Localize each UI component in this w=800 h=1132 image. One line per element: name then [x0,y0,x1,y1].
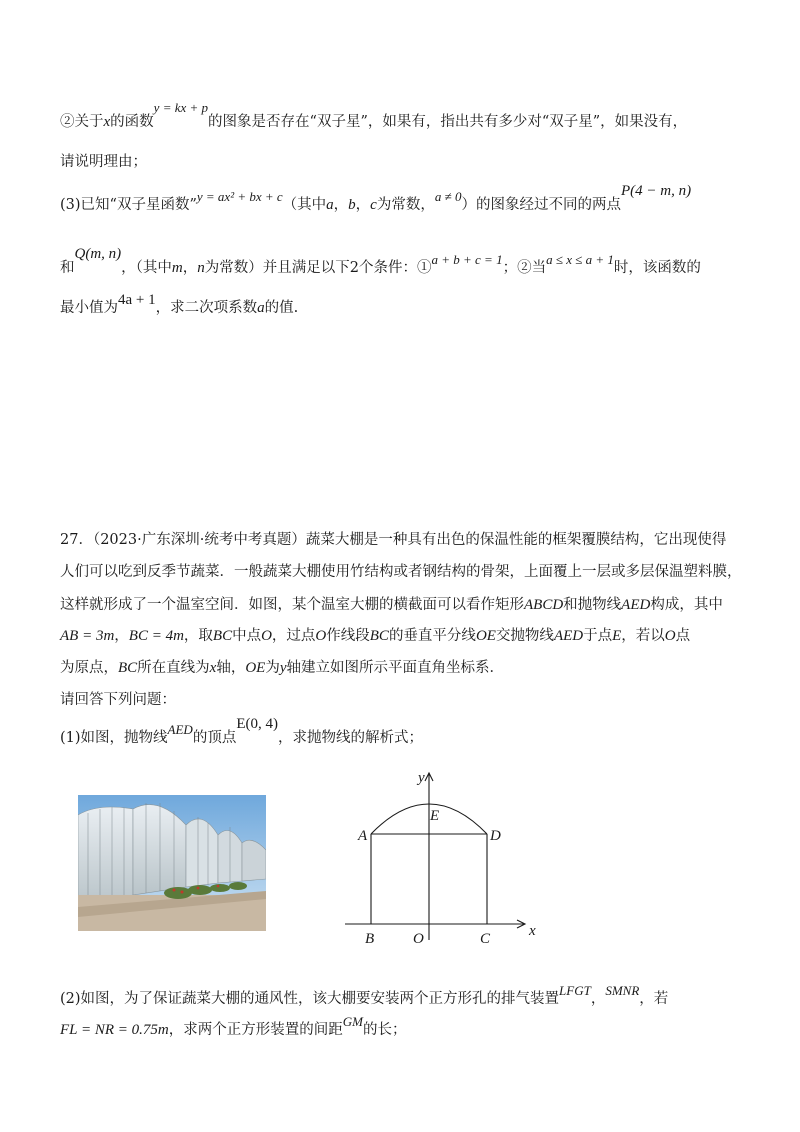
q27-part1 [60,716,423,747]
q27-line3 [60,593,723,614]
math: BC = 4m [128,628,184,644]
math: a [257,300,265,316]
q27-line6: 请回答下列问题： [60,692,176,708]
math: OE [245,660,266,676]
text: ，（其中 [121,260,172,276]
math: E [612,628,622,644]
math: AED [167,722,193,737]
text: 的长； [362,1022,407,1038]
q26-part3-line2 [60,246,701,277]
text: 这样就形成了一个温室空间．如图，某个温室大棚的横截面可以看作矩形 [60,597,524,613]
math: m [171,260,183,276]
text: 作线段 [326,628,370,644]
text: 和抛物线 [563,597,622,613]
greenhouse-illustration [78,795,266,931]
text: ，过点 [271,628,316,644]
label-b: B [365,931,375,947]
text: 于点 [583,628,613,644]
text: 构成，其中 [650,597,723,613]
math: 4a + 1 [118,292,156,308]
greenhouse-photo [78,795,266,931]
label-o: O [413,931,424,947]
text: 点 [675,628,691,644]
math: AED [621,597,651,613]
text: 和 [60,260,75,276]
q26-part2-line2: 请说明理由； [60,154,147,170]
math: GM [342,1014,363,1029]
text: 交抛物线 [495,628,554,644]
text: 的图象是否存在“双子星”，如果有，指出共有多少对“双子星”，如果没有， [208,114,688,130]
text: ， [590,991,606,1007]
text: 轴建立如图所示平面直角坐标系． [286,660,505,676]
q27-line4 [60,624,690,645]
text: 的垂直平分线 [388,628,476,644]
label-d: D [490,828,501,844]
text: 为常数）并且满足以下2个条件：① [204,260,432,276]
text: ，求二次项系数 [155,300,258,316]
math: O [664,628,676,644]
math-vertex-e: E(0, 4) [236,716,278,732]
text: ）的图象经过不同的两点 [461,197,621,213]
math: O [315,628,327,644]
math: BC [369,628,389,644]
math: LFGT [559,983,591,998]
q26-part2-line1 [60,100,688,131]
math-x: x [103,114,111,130]
math: y [279,660,287,676]
text: ，若 [639,991,669,1007]
math: AB = 3m [60,628,115,644]
text: 的值. [264,300,299,316]
math: BC [212,628,233,644]
math: BC [118,660,138,676]
math: ABCD [524,597,564,613]
math: a ≤ x ≤ a + 1 [546,252,614,267]
text: 所在直线为 [137,660,210,676]
text: ，求抛物线的解析式； [277,730,423,746]
q27-part2-line1 [60,983,669,1008]
math-point-p: P(4 − m, n) [620,183,692,199]
text: 轴， [216,660,246,676]
label-y: y [418,770,425,786]
label-c: C [480,931,491,947]
math-function: y = kx + p [153,100,209,115]
text: 的顶点 [192,730,237,746]
text: ， [333,197,349,213]
math: O [261,628,272,644]
text: 时，该函数的 [613,260,701,276]
text: ，求两个正方形装置的间距 [168,1022,343,1038]
text: （其中 [282,197,327,213]
math: AED [553,628,584,644]
math: a ≠ 0 [434,189,462,204]
text: ；②当 [502,260,547,276]
q27-line5 [60,656,504,677]
text: 为原点， [60,660,118,676]
math: a [326,197,334,213]
q27-line2: 人们可以吃到反季节蔬菜．一般蔬菜大棚使用竹结构或者钢结构的骨架，上面覆上一层或多层保温塑料膜， [60,564,742,580]
parabola-rectangle-diagram [340,765,550,950]
q26-part3-line1 [60,183,692,214]
text: 为常数， [376,197,435,213]
text: ， [182,260,198,276]
text: 的函数 [110,114,154,130]
math: OE [475,628,496,644]
math: FL = NR = 0.75m [60,1022,169,1038]
math: SMNR [605,983,640,998]
text: (2)如图，为了保证蔬菜大棚的通风性，该大棚要安装两个正方形孔的排气装置 [60,991,560,1007]
text: 为 [265,660,280,676]
coordinate-figure [340,765,550,950]
q26-part3-line3 [60,292,299,317]
math-quadratic: y = ax² + bx + c [196,189,283,204]
text: ， [114,628,129,644]
text: 中点 [232,628,262,644]
label-a: A [358,828,368,844]
text: ， [355,197,371,213]
text: ②关于 [60,114,104,130]
math: a + b + c = 1 [431,252,503,267]
q27-line1: 27．（2023·广东深圳·统考中考真题）蔬菜大棚是一种具有出色的保温性能的框架覆膜结构，它出现使得 [60,532,727,548]
text: (1)如图，抛物线 [60,730,168,746]
text: ，若以 [621,628,665,644]
math: x [209,660,217,676]
label-x: x [529,923,536,939]
text: (3)已知“双子星函数” [60,197,197,213]
math: b [348,197,356,213]
text: 最小值为 [60,300,118,316]
label-e: E [430,808,440,824]
q27-part2-line2 [60,1014,407,1039]
math-point-q: Q(m, n) [74,246,122,262]
math: n [197,260,205,276]
text: ，取 [183,628,213,644]
math: c [370,197,377,213]
